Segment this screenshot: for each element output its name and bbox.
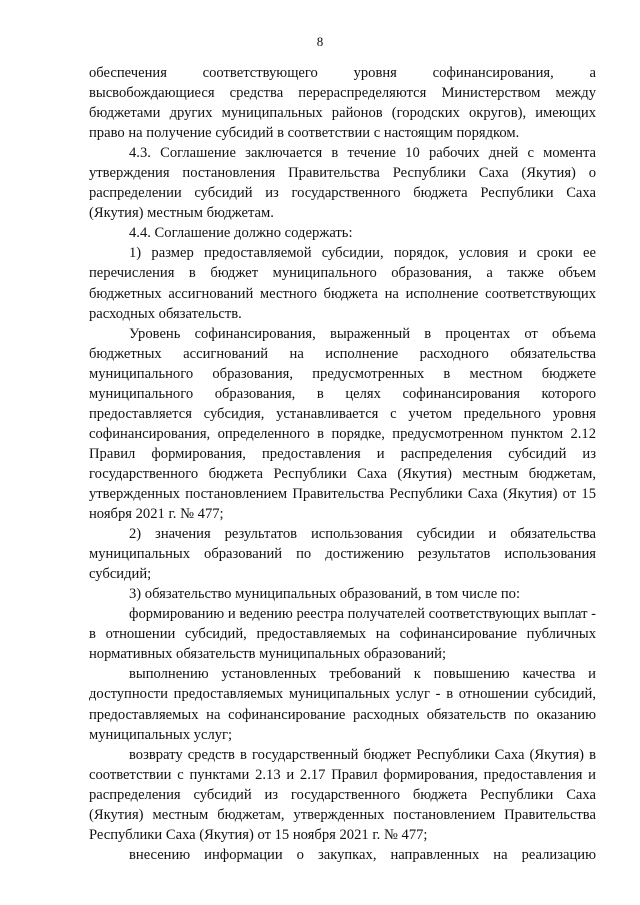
paragraph: 2) значения результатов использования субсидии и обязательства муниципальных образований по достижению результатов использования субсидий; (89, 526, 596, 583)
page-number: 8 (316, 34, 324, 49)
paragraph: Уровень софинансирования, выраженный в процентах от объема бюджетных ассигнований на исполнение расходного обязательства муниципального образования, предусмотренных в местном бюджете муниципального образования, в целях софинансирования которого предоставляется субсидия, устанавливается с учетом предельного уровня софинансирования, определенного в порядке, предусмотренном пунктом 2.12 Правил формирования, предоставления и распределения субсидий из государственного бюджета Республики Саха (Якутия) местным бюджетам, утвержденных постановлением Правительства Республики Саха (Якутия) от 15 ноября 2021 г. № 477; (89, 325, 596, 523)
paragraph: выполнению установленных требований к повышению качества и доступности предоставляемых муниципальных услуг - в отношении субсидий, предоставляемых на софинансирование расходных обязательств по оказанию муниципальных услуг; (89, 666, 596, 743)
paragraph: 4.4. Соглашение должно содержать: (129, 225, 353, 242)
paragraph: 1) размер предоставляемой субсидии, порядок, условия и сроки ее перечисления в бюджет муниципального образования, а также объем бюджетных ассигнований местного бюджета на исполнение соответствующих расходных обязательств. (89, 245, 596, 322)
paragraph: 4.3. Соглашение заключается в течение 10 рабочих дней с момента утверждения постановления Правительства Республики Саха (Якутия) о распределении субсидий из государственного бюджета Республики Саха (Якутия) местным бюджетам. (89, 145, 596, 222)
paragraph: 3) обязательство муниципальных образований, в том числе по: (129, 586, 521, 603)
paragraph: возврату средств в государственный бюджет Республики Саха (Якутия) в соответствии с пунктами 2.13 и 2.17 Правил формирования, предоставления и распределения субсидий из государственного бюджета Республики Саха (Якутия) местным бюджетам, утвержденных постановлением Правительства Республики Саха (Якутия) от 15 ноября 2021 г. № 477; (89, 746, 596, 843)
paragraph: внесению информации о закупках, направленных на реализацию (129, 846, 596, 863)
paragraph: формированию и ведению реестра получателей соответствующих выплат - в отношении субсидий, предоставляемых на софинансирование публичных нормативных обязательств муниципальных образований; (89, 606, 596, 663)
document-body (89, 63, 596, 865)
paragraph: обеспечения соответствующего уровня софинансирования, а высвобождающиеся средства перераспределяются Министерством между бюджетами других муниципальных районов (городских округов), имеющих право на получение субсидий в соответствии с настоящим порядком. (89, 65, 596, 142)
